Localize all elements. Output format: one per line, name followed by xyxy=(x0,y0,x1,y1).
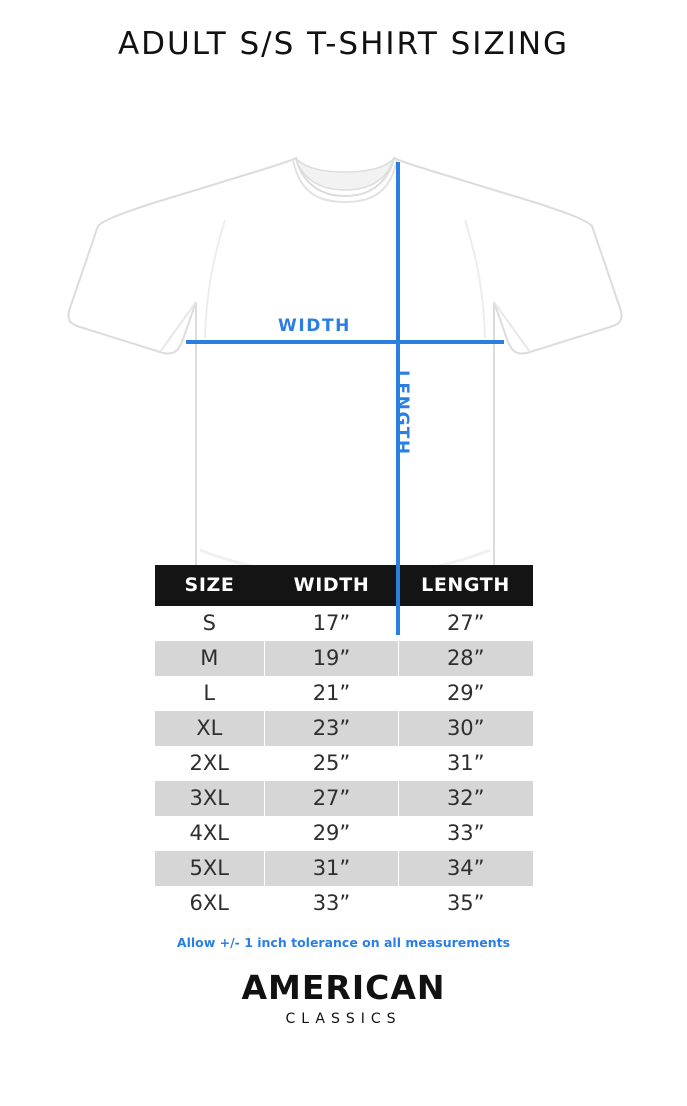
header-size: SIZE xyxy=(155,565,265,606)
length-label: LENGTH xyxy=(392,370,412,456)
table-row xyxy=(155,711,533,746)
header-length: LENGTH xyxy=(399,565,533,606)
cell-width: 25” xyxy=(265,746,399,781)
page-title: ADULT S/S T-SHIRT SIZING xyxy=(117,26,570,62)
table-row xyxy=(155,746,533,781)
table-row xyxy=(155,851,533,886)
cell-width: 31” xyxy=(265,851,399,886)
cell-size: 3XL xyxy=(155,781,265,816)
table-row xyxy=(155,886,533,921)
cell-size: 2XL xyxy=(155,746,265,781)
cell-length: 34” xyxy=(399,851,533,886)
cell-length: 29” xyxy=(399,676,533,711)
cell-length: 35” xyxy=(399,886,533,921)
cell-size: 6XL xyxy=(155,886,265,921)
table-row xyxy=(155,641,533,676)
size-table xyxy=(155,565,533,921)
cell-size: 4XL xyxy=(155,816,265,851)
table-row xyxy=(155,606,533,641)
cell-size: L xyxy=(155,676,265,711)
cell-width: 23” xyxy=(265,711,399,746)
cell-width: 29” xyxy=(265,816,399,851)
cell-size: 5XL xyxy=(155,851,265,886)
size-table-header xyxy=(155,565,533,606)
tshirt-diagram xyxy=(0,70,687,565)
cell-width: 21” xyxy=(265,676,399,711)
cell-width: 19” xyxy=(265,641,399,676)
tolerance-note: Allow +/- 1 inch tolerance on all measurements xyxy=(176,935,511,950)
table-row xyxy=(155,676,533,711)
table-header-row xyxy=(155,565,533,606)
table-row xyxy=(155,816,533,851)
cell-size: XL xyxy=(155,711,265,746)
cell-size: M xyxy=(155,641,265,676)
cell-length: 30” xyxy=(399,711,533,746)
width-label: WIDTH xyxy=(278,316,352,336)
brand-logo xyxy=(0,968,687,1027)
cell-length: 33” xyxy=(399,816,533,851)
cell-length: 28” xyxy=(399,641,533,676)
cell-length: 27” xyxy=(399,606,533,641)
brand-tagline: CLASSICS xyxy=(285,1011,402,1027)
table-row xyxy=(155,781,533,816)
header-width: WIDTH xyxy=(265,565,399,606)
cell-width: 27” xyxy=(265,781,399,816)
cell-width: 17” xyxy=(265,606,399,641)
width-measure-line xyxy=(186,340,504,344)
cell-length: 31” xyxy=(399,746,533,781)
cell-width: 33” xyxy=(265,886,399,921)
cell-length: 32” xyxy=(399,781,533,816)
cell-size: S xyxy=(155,606,265,641)
size-chart xyxy=(155,565,533,921)
size-table-body xyxy=(155,606,533,921)
brand-name: AMERICAN xyxy=(241,968,446,1007)
